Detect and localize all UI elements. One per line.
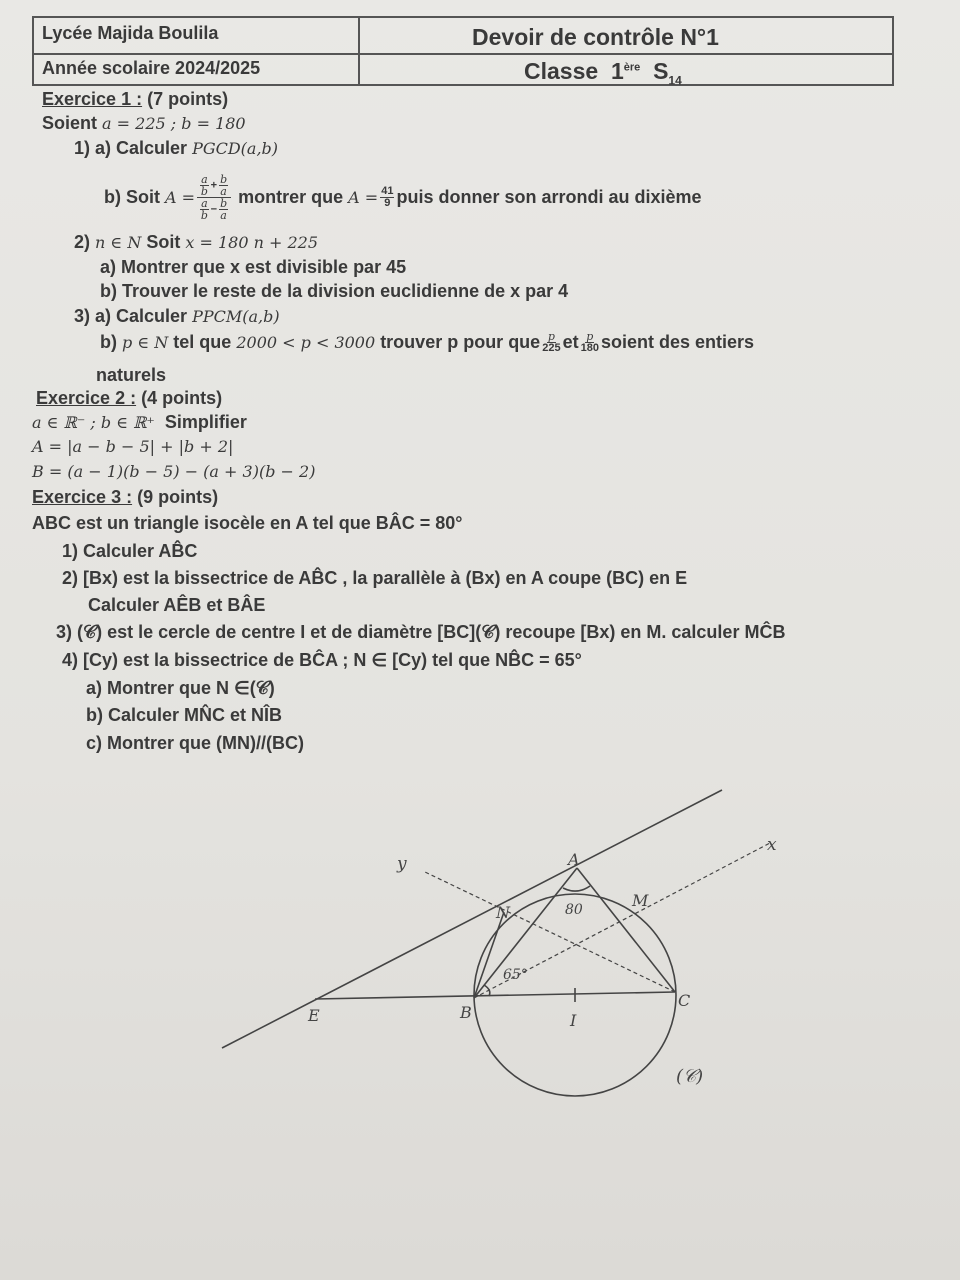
ex3-q4b: b) Calculer MN̂C et NÎB <box>86 705 283 725</box>
school-name: Lycée Majida Boulila <box>42 23 219 43</box>
line-ae <box>222 790 722 1048</box>
exercise-3-title: Exercice 3 : (9 points) <box>32 487 219 507</box>
ex1-q2a: a) Montrer que x est divisible par 45 <box>100 257 407 277</box>
angle-a-value: 80 <box>565 902 583 918</box>
ex1-q1b: b) Soit A = $\frac{a}{b}$ + $\frac{b}{a}$ $\frac{a}{b}$ − $\frac{b}{a}$ montrer que A = $\frac{41}{9}$ puis donner son arrondi au dixième <box>104 172 702 222</box>
ex2-expression-b: B = (a − 1)(b − 5) − (a + 3)(b − 2) <box>32 462 316 481</box>
label-circle: (𝒞) <box>676 1066 704 1087</box>
label-y: y <box>397 854 407 874</box>
segment-ec <box>315 992 675 999</box>
ray-cy <box>425 872 675 992</box>
ex3-q4a: a) Montrer que N ∈(𝒞) <box>86 678 275 698</box>
ex1-q3b-cont: naturels <box>96 365 167 385</box>
angle-a-mark <box>563 886 590 891</box>
ex1-q1a: 1) a) Calculer PGCD(a,b) <box>74 138 279 158</box>
label-n: N <box>496 903 510 922</box>
angle-b-value: 65° <box>503 967 528 983</box>
label-x: x <box>767 835 777 855</box>
ex3-q2: 2) [Bx) est la bissectrice de AB̂C , la parallèle à (Bx) en A coupe (BC) en E <box>62 568 688 588</box>
class-label: Classe 1ère $S_{14}$ <box>524 58 682 88</box>
ex1-intro: Soient a = 225 ; b = 180 <box>42 113 246 133</box>
ex2-conditions: a ∈ ℝ⁻ ; b ∈ ℝ⁺ Simplifier <box>32 412 247 432</box>
ex2-expression-a: A = |a − b − 5| + |b + 2| <box>32 437 234 456</box>
angle-b-mark <box>484 985 490 996</box>
label-b: B <box>460 1003 472 1022</box>
ex1-q2b: b) Trouver le reste de la division euclidienne de x par 4 <box>100 281 569 301</box>
exercise-1-title: Exercice 1 : (7 points) <box>42 89 229 109</box>
label-e: E <box>308 1006 320 1025</box>
ex3-q1: 1) Calculer AB̂C <box>62 541 198 561</box>
ex3-intro: ABC est un triangle isocèle en A tel que BÂC = 80° <box>32 513 463 533</box>
ex3-q4c: c) Montrer que (MN)//(BC) <box>86 733 304 753</box>
ex3-q2b: Calculer AÊB et BÂE <box>88 595 266 615</box>
school-year: Année scolaire 2024/2025 <box>42 58 261 78</box>
segment-ac <box>577 868 675 992</box>
exam-title: Devoir de contrôle N°1 <box>472 24 719 50</box>
ex1-q3b: b) p ∈ N tel que 2000 < p < 3000 trouver p pour que $\frac{p}{225}$ et $\frac{p}{180}$ soient des entiers <box>100 330 754 354</box>
label-i: I <box>570 1011 577 1030</box>
ex3-q3: 3) (𝒞) est le cercle de centre I et de diamètre [BC](𝒞) recoupe [Bx) en M. calculer MĈB <box>56 622 786 642</box>
ex1-q2: 2) n ∈ N Soit x = 180 n + 225 <box>74 232 319 252</box>
exercise-2-title: Exercice 2 : (4 points) <box>36 388 223 408</box>
ex3-q4: 4) [Cy) est la bissectrice de BĈA ; N ∈ [Cy) tel que NB̂C = 65° <box>62 650 582 670</box>
label-a: A <box>568 850 580 869</box>
label-c: C <box>678 991 691 1010</box>
ex1-q3a: 3) a) Calculer PPCM(a,b) <box>74 306 280 326</box>
label-m: M <box>632 891 649 910</box>
